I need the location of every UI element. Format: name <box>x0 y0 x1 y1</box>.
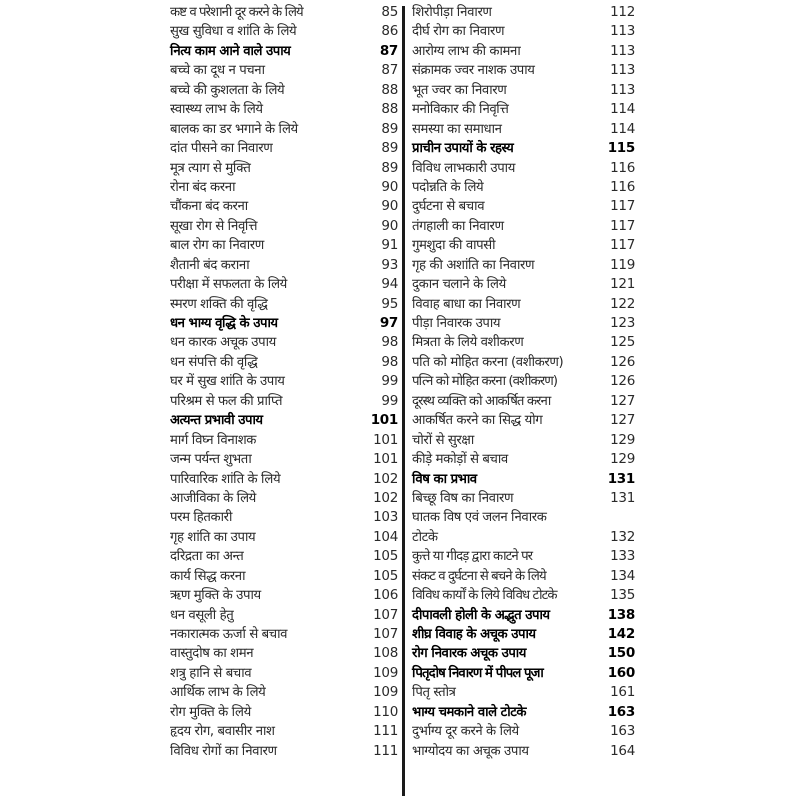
toc-entry-title: वास्तुदोष का शमन <box>170 646 254 662</box>
toc-page-number: 87 <box>379 42 398 59</box>
toc-entry <box>412 683 635 702</box>
toc-page-number: 90 <box>381 198 398 215</box>
toc-entry-title: दूरस्थ व्यक्ति को आकर्षित करना <box>412 393 551 409</box>
toc-page-number: 86 <box>381 23 398 40</box>
toc-page-number: 107 <box>373 626 398 642</box>
toc-entry-title: रोग निवारक अचूक उपाय <box>412 646 526 662</box>
toc-entry <box>412 295 635 314</box>
toc-entry <box>170 547 398 566</box>
toc-entry <box>412 353 635 372</box>
toc-entry-title: संकट व दुर्घटना से बचने के लिये <box>412 568 546 584</box>
toc-page-number: 135 <box>610 587 635 604</box>
toc-entry-title: बालक का डर भगाने के लिये <box>170 121 298 137</box>
toc-entry <box>170 450 398 469</box>
toc-page-number: 99 <box>381 392 398 409</box>
toc-entry-title: पितृ स्तोत्र <box>412 685 456 701</box>
toc-page-number: 98 <box>381 334 398 351</box>
toc-page-number: 104 <box>373 528 398 545</box>
toc-entry <box>412 42 635 61</box>
toc-entry <box>170 256 398 275</box>
toc-entry-title: परिश्रम से फल की प्राप्ति <box>170 393 283 409</box>
toc-page-number: 117 <box>610 217 635 234</box>
toc-entry-title: गृह की अशांति का निवारण <box>412 257 535 273</box>
toc-entry-title: भाग्योदय का अचूक उपाय <box>412 743 529 759</box>
toc-entry-title: दुकान चलाने के लिये <box>412 277 506 293</box>
toc-page-number: 102 <box>373 489 398 506</box>
toc-entry <box>170 236 398 255</box>
toc-entry <box>412 567 635 586</box>
toc-entry <box>170 333 398 352</box>
toc-entry-title: दुर्भाग्य दूर करने के लिये <box>412 724 519 740</box>
toc-entry-title: जन्म पर्यन्त शुभता <box>170 452 252 468</box>
toc-page-number: 90 <box>381 178 398 195</box>
toc-page-number: 112 <box>610 4 635 20</box>
toc-entry <box>412 722 635 741</box>
toc-page-number: 163 <box>607 703 635 720</box>
toc-entry-title: बच्चे का दूध न पचना <box>170 63 265 79</box>
toc-entry <box>170 586 398 605</box>
toc-entry <box>412 275 635 294</box>
toc-entry-title: पितृदोष निवारण में पीपल पूजा <box>412 665 543 681</box>
toc-entry-title: शत्रु हानि से बचाव <box>170 665 252 681</box>
toc-entry <box>412 159 635 178</box>
toc-page-number: 101 <box>373 451 398 468</box>
toc-entry <box>170 742 398 761</box>
toc-entry-title: पत्नि को मोहित करना (वशीकरण) <box>412 374 558 390</box>
toc-entry-title: कष्ट व परेशानी दूर करने के लिये <box>170 5 303 20</box>
toc-section-heading <box>170 42 398 61</box>
toc-entry-title: बाल रोग का निवारण <box>170 238 264 254</box>
toc-entry-title: दरिद्रता का अन्त <box>170 549 244 565</box>
toc-right-column <box>412 3 635 761</box>
toc-section-heading <box>412 470 635 489</box>
toc-section-heading <box>412 139 635 158</box>
toc-page-number: 113 <box>610 42 635 59</box>
toc-page-number: 113 <box>610 23 635 40</box>
toc-entry-title: कार्य सिद्ध करना <box>170 568 246 584</box>
toc-entry-title: मार्ग विघ्न विनाशक <box>170 432 256 448</box>
toc-entry-title: सुख सुविधा व शांति के लिये <box>170 24 297 40</box>
toc-entry <box>170 644 398 663</box>
toc-page-number: 164 <box>610 742 635 759</box>
toc-page-number: 98 <box>381 353 398 370</box>
toc-entry <box>170 489 398 508</box>
toc-entry <box>412 81 635 100</box>
toc-entry <box>412 508 635 547</box>
toc-entry <box>170 567 398 586</box>
toc-entry <box>412 372 635 391</box>
toc-entry-title: शैतानी बंद कराना <box>170 257 250 273</box>
toc-entry <box>170 22 398 41</box>
toc-page-number: 116 <box>610 159 635 176</box>
toc-entry <box>170 61 398 80</box>
toc-section-heading <box>412 664 635 683</box>
toc-entry-title: पति को मोहित करना (वशीकरण) <box>412 354 564 370</box>
toc-entry <box>412 217 635 236</box>
toc-entry-title: परीक्षा में सफलता के लिये <box>170 277 287 293</box>
toc-entry-title: ऋण मुक्ति के उपाय <box>170 588 261 604</box>
toc-entry <box>412 236 635 255</box>
toc-page-number: 103 <box>373 509 398 526</box>
toc-entry <box>170 197 398 216</box>
toc-entry <box>170 392 398 411</box>
toc-entry-title: गृह शांति का उपाय <box>170 529 256 545</box>
toc-entry <box>412 586 635 605</box>
toc-entry <box>412 61 635 80</box>
toc-page-number: 126 <box>610 353 635 370</box>
toc-page-number: 97 <box>379 315 398 331</box>
toc-entry-title: अत्यन्त प्रभावी उपाय <box>170 413 263 429</box>
toc-entry <box>170 664 398 683</box>
toc-page-number: 114 <box>610 101 635 118</box>
toc-entry <box>170 120 398 139</box>
toc-entry-title: पारिवारिक शांति के लिये <box>170 471 281 487</box>
toc-entry <box>412 431 635 450</box>
toc-entry-title: रोना बंद करना <box>170 179 236 195</box>
toc-page-number: 107 <box>373 606 398 623</box>
toc-entry <box>170 217 398 236</box>
toc-entry-title: बच्चे की कुशलता के लिये <box>170 82 285 98</box>
toc-page-number: 160 <box>607 664 635 681</box>
toc-section-heading <box>412 644 635 663</box>
toc-entry-title: विविध कार्यों के लिये विविध टोटके <box>412 588 557 604</box>
toc-entry-title: भाग्य चमकाने वाले टोटके <box>412 704 526 720</box>
toc-entry-title: बिच्छू विष का निवारण <box>412 490 514 506</box>
toc-entry <box>412 450 635 469</box>
toc-entry-title: विवाह बाधा का निवारण <box>412 296 521 312</box>
column-divider <box>402 6 405 796</box>
toc-entry-title: दीपावली होली के अद्भुत उपाय <box>412 607 550 623</box>
toc-page-number: 93 <box>381 256 398 273</box>
toc-page-number: 150 <box>607 645 635 662</box>
toc-page-number: 109 <box>373 684 398 701</box>
toc-page-number: 109 <box>373 664 398 681</box>
toc-page-number: 85 <box>381 4 398 20</box>
toc-page-number: 99 <box>381 373 398 390</box>
toc-entry <box>170 508 398 527</box>
toc-section-heading <box>170 411 398 430</box>
toc-entry <box>412 197 635 216</box>
toc-page-number: 131 <box>610 489 635 506</box>
toc-page-number: 129 <box>610 431 635 448</box>
toc-page-number: 119 <box>610 256 635 273</box>
toc-entry <box>412 22 635 41</box>
toc-page-number: 102 <box>373 470 398 487</box>
toc-entry <box>170 470 398 489</box>
toc-entry-title: कुत्ते या गीदड़ द्वारा काटने पर <box>412 549 533 565</box>
toc-page-number: 133 <box>610 548 635 565</box>
toc-entry <box>412 411 635 430</box>
toc-entry-title: शीघ्र विवाह के अचूक उपाय <box>412 627 536 642</box>
toc-section-heading <box>412 625 635 644</box>
toc-entry-title: हृदय रोग, बवासीर नाश <box>170 724 275 740</box>
toc-entry-title: दुर्घटना से बचाव <box>412 199 485 215</box>
toc-entry <box>170 295 398 314</box>
toc-page-number: 101 <box>373 431 398 448</box>
toc-entry <box>412 489 635 508</box>
toc-page-number: 127 <box>610 392 635 409</box>
toc-page-number: 89 <box>381 140 398 157</box>
toc-page-number: 110 <box>373 703 398 720</box>
toc-entry-title: समस्या का समाधान <box>412 121 502 137</box>
toc-entry <box>170 3 398 22</box>
toc-entry-title: शिरोपीड़ा निवारण <box>412 5 492 20</box>
toc-page-number: 121 <box>610 276 635 293</box>
toc-entry-title: धन वसूली हेतु <box>170 607 234 623</box>
toc-entry-title: कीड़े मकोड़ों से बचाव <box>412 452 508 468</box>
toc-page-number: 123 <box>610 315 635 331</box>
toc-page-number: 132 <box>610 528 635 545</box>
toc-entry-title: पीड़ा निवारक उपाय <box>412 316 501 331</box>
toc-entry-title: स्वास्थ्य लाभ के लिये <box>170 102 263 118</box>
toc-entry-title: मूत्र त्याग से मुक्ति <box>170 160 251 176</box>
table-of-contents-page <box>0 3 799 800</box>
toc-entry-title: भूत ज्वर का निवारण <box>412 82 507 98</box>
toc-entry <box>412 3 635 22</box>
toc-page-number: 105 <box>373 548 398 565</box>
toc-entry-title: रोग मुक्ति के लिये <box>170 704 251 720</box>
toc-entry-title: विष का प्रभाव <box>412 471 477 487</box>
toc-entry-title: विविध लाभकारी उपाय <box>412 160 515 176</box>
toc-entry <box>170 625 398 644</box>
toc-entry-title: चौंकना बंद करना <box>170 199 248 215</box>
toc-page-number: 90 <box>381 217 398 234</box>
toc-entry-title: मनोविकार की निवृत्ति <box>412 102 509 118</box>
toc-entry-title: आजीविका के लिये <box>170 490 256 506</box>
toc-entry <box>170 431 398 450</box>
toc-page-number: 113 <box>610 81 635 98</box>
toc-entry <box>170 372 398 391</box>
toc-page-number: 106 <box>373 587 398 604</box>
toc-entry <box>170 159 398 178</box>
toc-entry <box>170 722 398 741</box>
toc-left-column <box>170 3 398 761</box>
toc-page-number: 129 <box>610 451 635 468</box>
toc-section-heading <box>412 703 635 722</box>
toc-entry <box>170 81 398 100</box>
toc-entry-title: तंगहाली का निवारण <box>412 218 504 234</box>
toc-page-number: 114 <box>610 120 635 137</box>
toc-page-number: 95 <box>381 295 398 312</box>
toc-page-number: 89 <box>381 120 398 137</box>
toc-page-number: 105 <box>373 567 398 584</box>
toc-page-number: 142 <box>607 626 635 642</box>
toc-entry-title: गुमशुदा की वापसी <box>412 238 496 254</box>
toc-entry <box>412 742 635 761</box>
toc-entry-title-continued: टोटके <box>412 529 438 545</box>
toc-page-number: 138 <box>607 606 635 623</box>
toc-entry-title: विविध रोगों का निवारण <box>170 743 277 759</box>
toc-entry-title: सूखा रोग से निवृत्ति <box>170 218 258 234</box>
toc-entry-title: मित्रता के लिये वशीकरण <box>412 335 524 351</box>
toc-entry <box>170 100 398 119</box>
toc-entry <box>412 333 635 352</box>
toc-entry-title: पदोन्नति के लिये <box>412 179 484 195</box>
toc-entry <box>170 275 398 294</box>
toc-entry-title: प्राचीन उपायों के रहस्य <box>412 141 514 157</box>
toc-page-number: 131 <box>607 470 635 487</box>
toc-page-number: 101 <box>370 412 398 429</box>
toc-entry <box>170 139 398 158</box>
toc-page-number: 113 <box>610 62 635 79</box>
toc-entry <box>170 683 398 702</box>
toc-page-number: 88 <box>381 101 398 118</box>
toc-page-number: 116 <box>610 178 635 195</box>
toc-entry-title: धन संपत्ति की वृद्धि <box>170 354 258 370</box>
toc-page-number: 127 <box>610 412 635 429</box>
toc-entry <box>412 120 635 139</box>
toc-page-number: 108 <box>373 645 398 662</box>
toc-page-number: 111 <box>373 723 398 740</box>
toc-entry <box>412 256 635 275</box>
toc-page-number: 88 <box>381 81 398 98</box>
toc-page-number: 161 <box>610 684 635 701</box>
toc-entry-title: घर में सुख शांति के उपाय <box>170 374 285 390</box>
toc-entry-title: नित्य काम आने वाले उपाय <box>170 43 291 59</box>
toc-page-number: 163 <box>610 723 635 740</box>
toc-entry-title: धन कारक अचूक उपाय <box>170 335 276 351</box>
toc-entry-title: धन भाग्य वृद्धि के उपाय <box>170 316 278 331</box>
toc-entry <box>170 703 398 722</box>
toc-entry-title: संक्रामक ज्वर नाशक उपाय <box>412 63 535 79</box>
toc-entry <box>170 178 398 197</box>
toc-section-heading <box>170 314 398 333</box>
toc-page-number: 89 <box>381 159 398 176</box>
toc-page-number: 94 <box>381 276 398 293</box>
toc-page-number: 125 <box>610 334 635 351</box>
toc-page-number: 91 <box>381 237 398 254</box>
toc-entry-title: नकारात्मक ऊर्जा से बचाव <box>170 627 288 642</box>
toc-page-number: 87 <box>381 62 398 79</box>
toc-entry-title: आरोग्य लाभ की कामना <box>412 43 521 59</box>
toc-entry <box>170 606 398 625</box>
toc-entry-title: चोरों से सुरक्षा <box>412 432 474 448</box>
toc-page-number: 122 <box>610 295 635 312</box>
toc-page-number: 117 <box>610 198 635 215</box>
toc-entry-title: दांत पीसने का निवारण <box>170 141 273 157</box>
toc-entry-title: स्मरण शक्ति की वृद्धि <box>170 296 268 312</box>
toc-entry-title: आकर्षित करने का सिद्ध योग <box>412 413 543 429</box>
toc-entry-title: घातक विष एवं जलन निवारक <box>412 510 547 526</box>
toc-entry <box>412 100 635 119</box>
toc-entry-title: परम हितकारी <box>170 510 233 526</box>
toc-page-number: 115 <box>607 140 635 157</box>
toc-entry-title: दीर्घ रोग का निवारण <box>412 24 505 40</box>
toc-entry <box>170 528 398 547</box>
toc-entry-title: आर्थिक लाभ के लिये <box>170 685 266 701</box>
toc-page-number: 117 <box>610 237 635 254</box>
toc-page-number: 134 <box>610 567 635 584</box>
toc-page-number: 126 <box>610 373 635 390</box>
toc-entry <box>412 392 635 411</box>
toc-section-heading <box>412 606 635 625</box>
toc-page-number: 111 <box>373 742 398 759</box>
toc-entry <box>170 353 398 372</box>
toc-entry <box>412 314 635 333</box>
toc-entry <box>412 547 635 566</box>
toc-entry <box>412 178 635 197</box>
